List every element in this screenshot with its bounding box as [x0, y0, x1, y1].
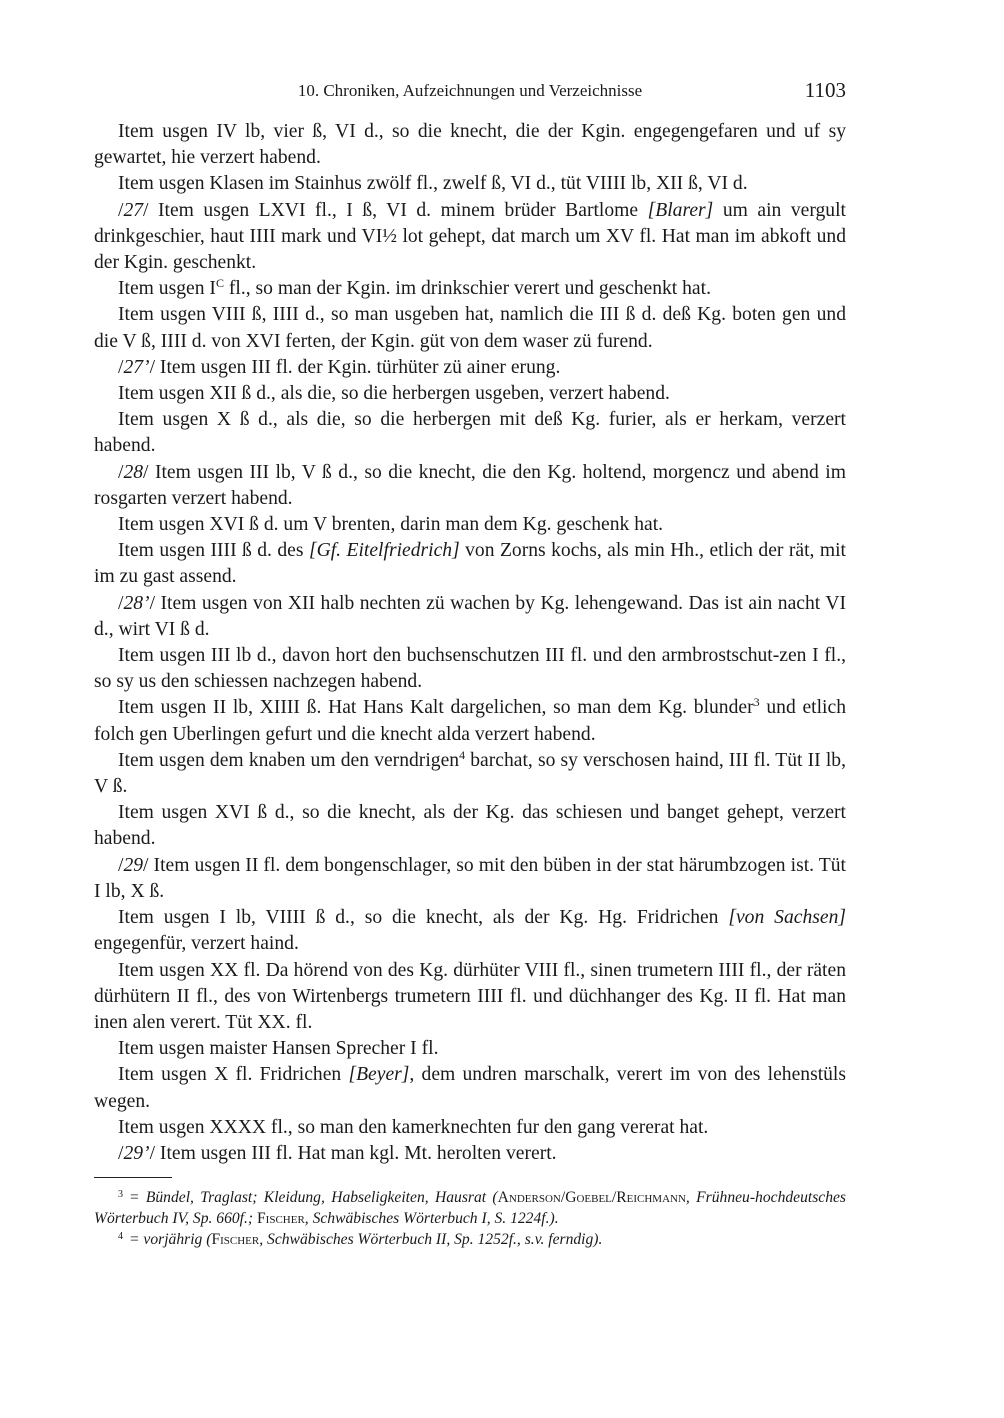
footnote: $^4$ = vorjährig (Fischer, Schwäbisches Wörterbuch II, Sp. 1252f., s.v. ferndig).: [118, 1231, 603, 1249]
editorial-insertion: [Blarer]: [647, 199, 714, 221]
footnote-rule: [94, 1177, 172, 1178]
paragraph: Item usgen IIII ß d. des [Gf. Eitelfriedrich] von Zorns kochs, als min Hh., etlich der rät, mit im zu gast assend.: [94, 540, 846, 588]
paragraph: Item usgen XII ß d., als die, so die herbergen usgeben, verzert habend.: [118, 383, 670, 405]
editorial-insertion: [von Sachsen]: [728, 907, 846, 929]
paragraph: Item usgen X fl. Fridrichen [Beyer], dem undren marschalk, verert im von des lehenstüls wegen.: [94, 1064, 847, 1112]
paragraph: Item usgen VIII ß, IIII d., so man usgeben hat, namlich die III ß d. deß Kg. boten gen und die V ß, IIII d. von XVI ferten, der Kgin. güt von dem waser zü furend.: [94, 304, 846, 352]
footnote-ref: 3: [753, 695, 760, 710]
running-head-title: 10. Chroniken, Aufzeichnungen und Verzeichnisse: [297, 81, 643, 100]
page: [94, 76, 846, 1250]
folio-ref: 27’: [123, 356, 150, 378]
editorial-insertion: [Beyer]: [348, 1064, 410, 1086]
paragraph: /29/ Item usgen II fl. dem bongenschlager, so mit den büben in der stat härumbzogen ist. Tüt I lb, X ß.: [94, 854, 846, 902]
paragraph: Item usgen III lb d., davon hort den buchsenschutzen III fl. und den armbrostschut-zen I fl., so sy us den schiessen nachzegen habend.: [94, 645, 846, 693]
folio-ref: 28’: [123, 592, 150, 614]
paragraph: /29’/ Item usgen III fl. Hat man kgl. Mt. herolten verert.: [118, 1142, 557, 1164]
running-head: [94, 76, 846, 106]
paragraph: Item usgen I lb, VIIII ß d., so die knecht, als der Kg. Hg. Fridrichen [von Sachsen] engegenfür, verzert haind.: [94, 907, 846, 955]
paragraph: /27/ Item usgen LXVI fl., I ß, VI d. minem brüder Bartlome [Blarer] um ain vergult drinkgeschier, haut IIII mark und VI½ lot gehept, dat march um XV fl. Hat man im abkoft und der Kgin. geschenkt.: [94, 199, 846, 274]
paragraph: Item usgen XVI ß d., so die knecht, als der Kg. das schiesen und banget gehept, verzert habend.: [94, 802, 846, 850]
footnote-ref: 4: [459, 747, 466, 762]
paragraph: Item usgen Klasen im Stainhus zwölf fl., zwelf ß, VI d., tüt VIIII lb, XII ß, VI d.: [118, 173, 748, 195]
paragraph: Item usgen maister Hansen Sprecher I fl.: [118, 1038, 439, 1060]
folio-ref: 29: [123, 854, 144, 876]
paragraph: Item usgen II lb, XIIII ß. Hat Hans Kalt dargelichen, so man dem Kg. blunder$^3$ und etlich folch gen Uberlingen gefurt und die knecht alda verzert habend.: [94, 695, 846, 745]
paragraph: Item usgen XXXX fl., so man den kamerknechten fur den gang vererat hat.: [118, 1116, 709, 1138]
main-text: [94, 119, 846, 1167]
footnote: $^3$ = Bündel, Traglast; Kleidung, Habseligkeiten, Hausrat (Anderson/Goebel/Reichmann, Frühneu-hochdeutsches Wörterbuch IV, Sp. 660f.; Fischer, Schwäbisches Wörterbuch I, S. 1224f.).: [94, 1189, 846, 1228]
paragraph: /27’/ Item usgen III fl. der Kgin. türhüter zü ainer erung.: [118, 356, 561, 378]
paragraph: /28’/ Item usgen von XII halb nechten zü wachen by Kg. lehengewand. Das ist ain nacht VI d., wirt VI ß d.: [94, 592, 846, 640]
paragraph: Item usgen IV lb, vier ß, VI d., so die knecht, die der Kgin. engegengefaren und uf sy gewartet, hie verzert habend.: [94, 121, 846, 169]
paragraph: /28/ Item usgen III lb, V ß d., so die knecht, die den Kg. holtend, morgencz und abend im rosgarten verzert habend.: [94, 461, 846, 509]
paragraph: Item usgen XX fl. Da hörend von des Kg. dürhüter VIII fl., sinen trumetern IIII fl., der räten dürhütern II fl., des von Wirtenbergs trumetern IIII fl. und düchhanger des Kg. II fl. Hat man inen alen verert. Tüt XX. fl.: [94, 959, 846, 1033]
folio-ref: 29’: [123, 1142, 150, 1164]
footnotes: [94, 1177, 846, 1250]
paragraph: Item usgen X ß d., als die, so die herbergen mit deß Kg. furier, als er herkam, verzert habend.: [94, 409, 846, 457]
paragraph: Item usgen dem knaben um den verndrigen$^4$ barchat, so sy verschosen haind, III fl. Tüt II lb, V ß.: [94, 747, 846, 798]
paragraph: Item usgen $I^C$ fl., so man der Kgin. im drinkschier verert und geschenkt hat.: [118, 276, 711, 300]
editorial-insertion: [Gf. Eitelfriedrich]: [308, 540, 460, 562]
page-number: 1103: [804, 78, 846, 102]
folio-ref: 28: [123, 461, 144, 483]
paragraph: Item usgen XVI ß d. um V brenten, darin man dem Kg. geschenk hat.: [118, 514, 664, 536]
folio-ref: 27: [123, 199, 144, 221]
